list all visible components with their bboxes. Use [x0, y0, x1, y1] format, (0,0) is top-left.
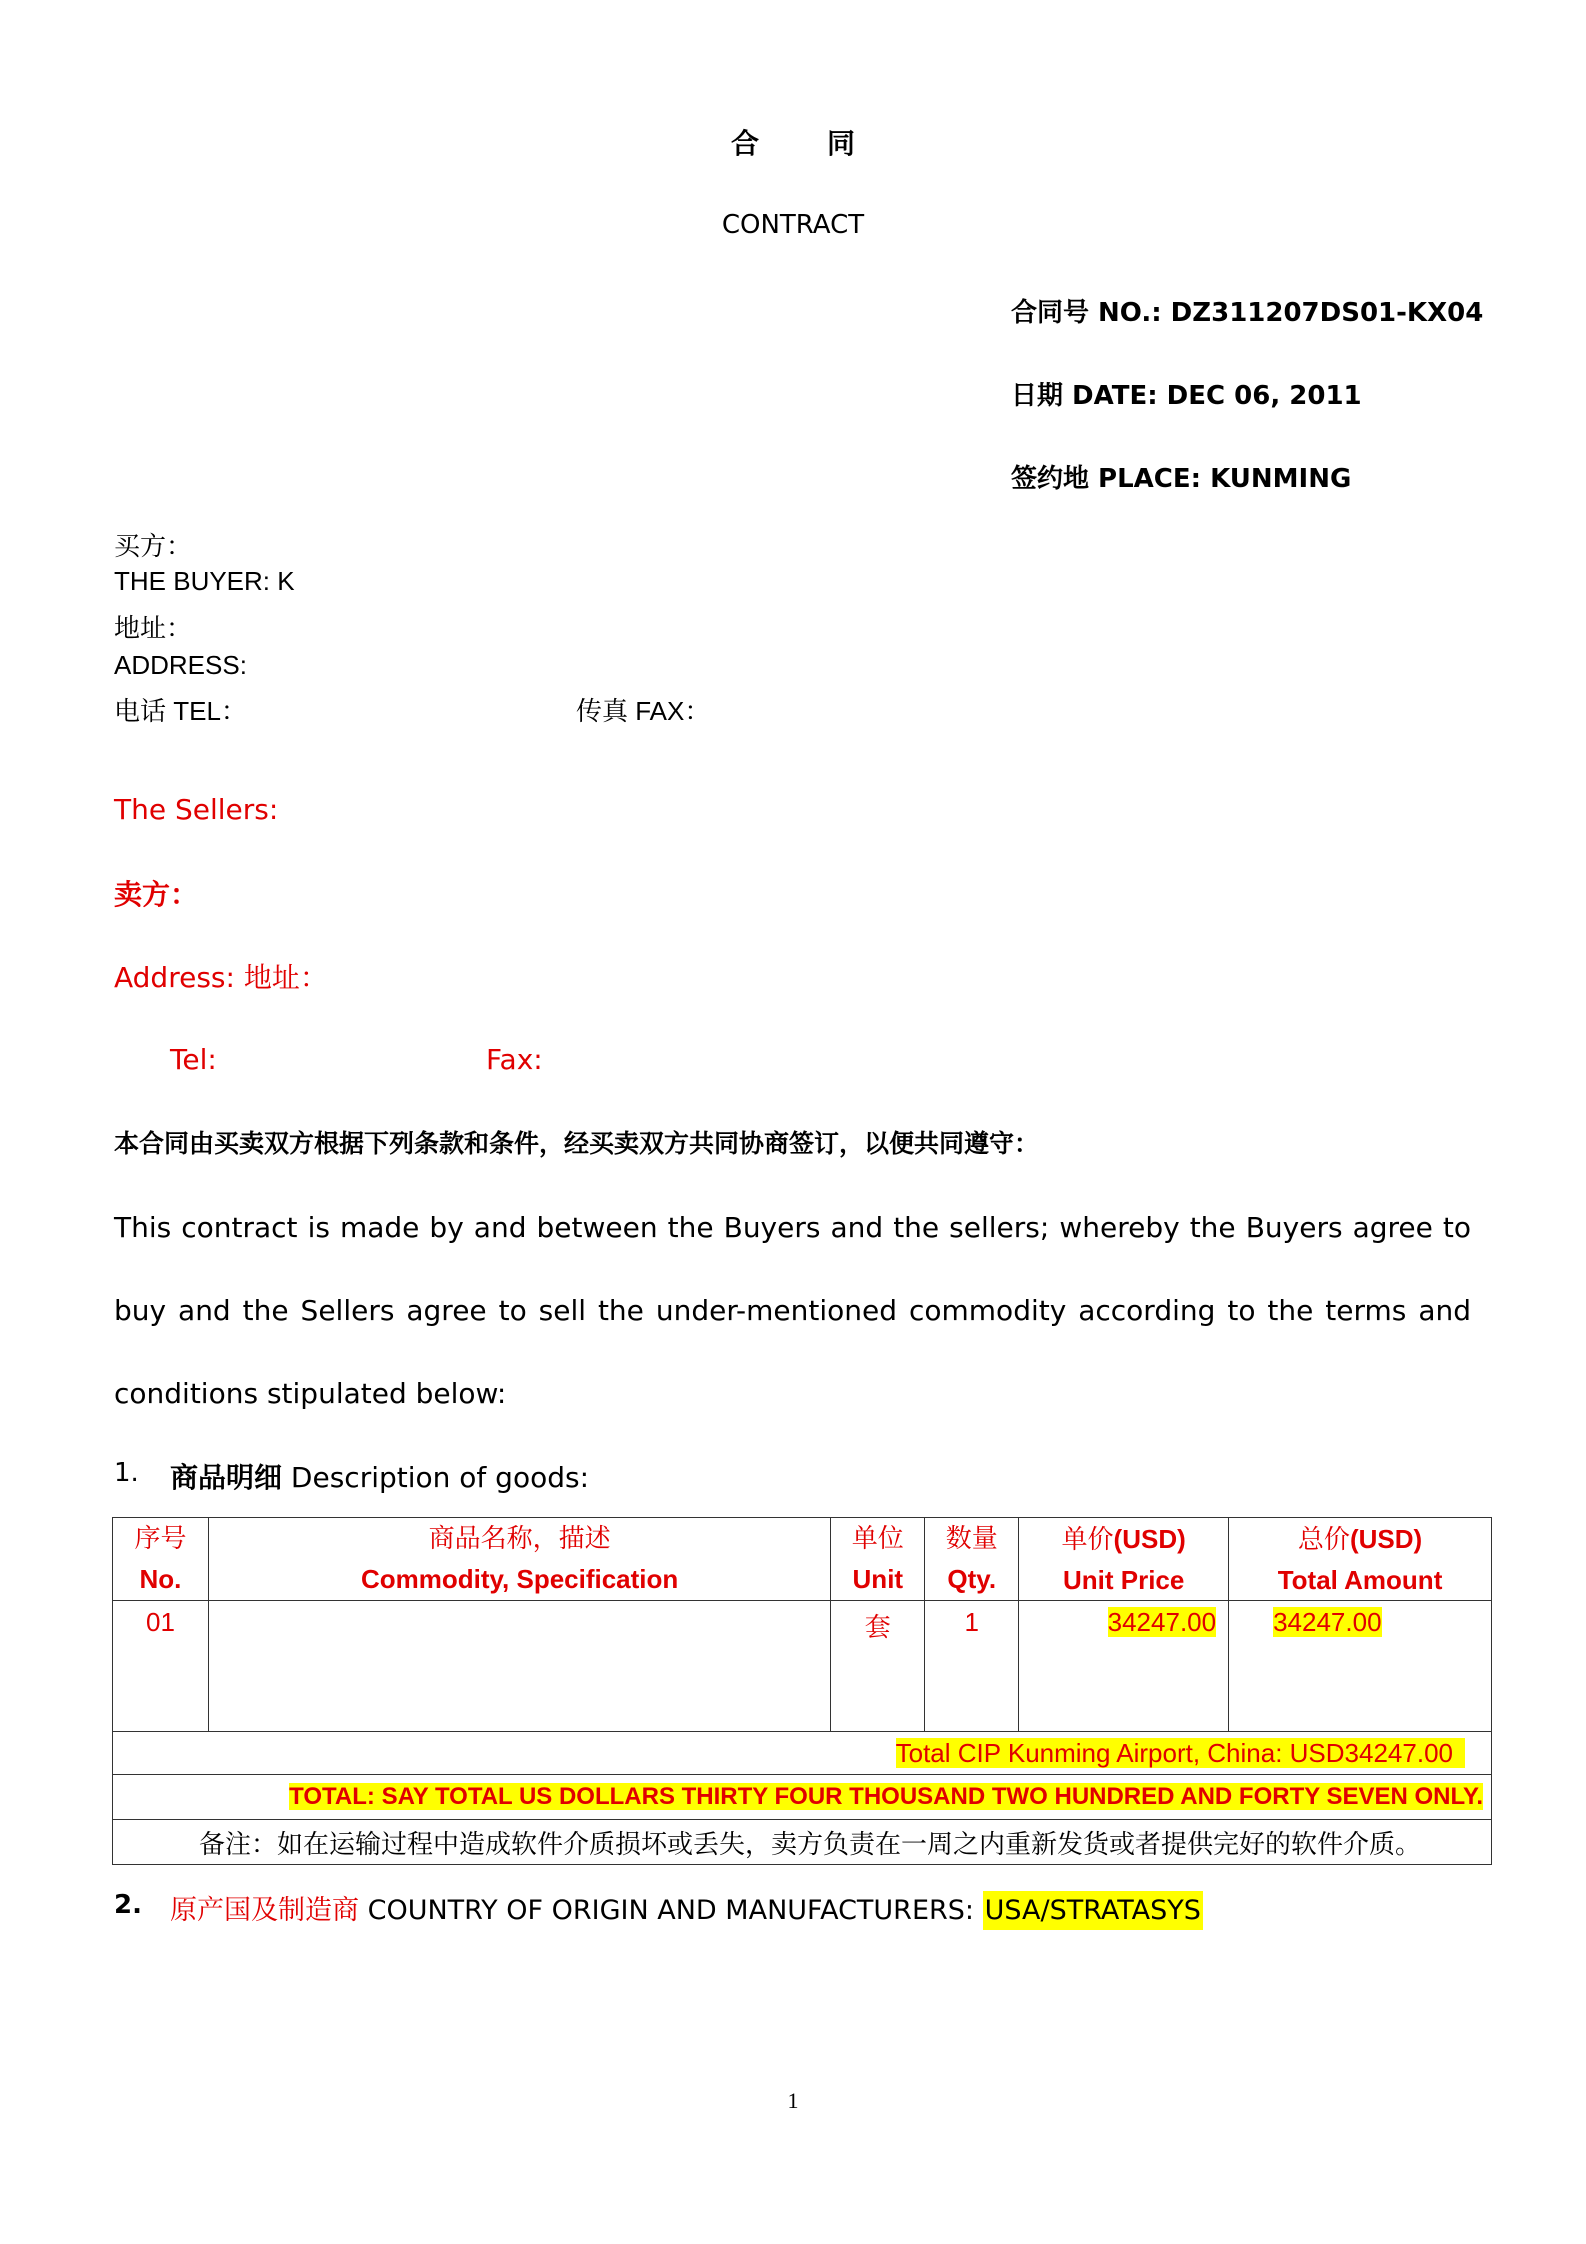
contract-number: 合同号 NO.: DZ311207DS01-KX04 [1011, 298, 1484, 328]
header-commodity-en: Commodity, Specification [360, 1564, 679, 1594]
contract-place: 签约地 PLACE: KUNMING [1011, 464, 1352, 494]
row-no: 01 [113, 1601, 209, 1732]
section2-heading-cn: 原产国及制造商 [170, 1895, 359, 1926]
buyer-address-en: ADDRESS: [114, 650, 247, 680]
seller-address: Address: 地址： [114, 961, 328, 994]
say-total-row [113, 1775, 1492, 1820]
page-number: 1 [787, 2088, 799, 2113]
total-cell [113, 1732, 1492, 1775]
contract-title-en: CONTRACT [721, 210, 865, 240]
total-row [113, 1732, 1492, 1775]
say-total-line: TOTAL: SAY TOTAL US DOLLARS THIRTY FOUR THOUSAND TWO HUNDRED AND FORTY SEVEN ONLY. [289, 1783, 1483, 1810]
header-unit-price [1019, 1518, 1229, 1601]
table-row [113, 1601, 1492, 1732]
header-no [113, 1518, 209, 1601]
header-unit-price-en: Unit Price [1062, 1564, 1185, 1595]
intro-en: This contract is made by and between the Buyers and the sellers; whereby the Buyers agree to buy and the Sellers agree to sell the under-mentioned commodity according to the terms and conditions stipulated below: [114, 1211, 1471, 1410]
section2-heading [170, 1888, 1203, 1927]
section2-heading-en: COUNTRY OF ORIGIN AND MANUFACTURERS: [367, 1895, 974, 1926]
goods-table-header [113, 1518, 1492, 1601]
header-qty-en: Qty. [947, 1564, 997, 1594]
seller-label-en: The Sellers: [114, 793, 279, 826]
header-total-amount [1229, 1518, 1492, 1601]
header-no-en: No. [139, 1564, 182, 1594]
header-total-amount-cn: 总价 [1297, 1524, 1350, 1554]
seller-fax: Fax: [486, 1043, 543, 1076]
contract-title-cn: 合同 [730, 127, 923, 160]
say-total-cell [113, 1775, 1492, 1820]
header-no-cn: 序号 [134, 1524, 187, 1553]
row-total-cell [1229, 1601, 1492, 1732]
section1-number: 1. [114, 1458, 139, 1488]
header-qty-cn: 数量 [945, 1524, 998, 1553]
row-unit-price-cell [1019, 1601, 1229, 1732]
header-total-amount-usd: (USD) [1349, 1523, 1423, 1554]
intro-cn: 本合同由买卖双方根据下列条款和条件，经买卖双方共同协商签订，以便共同遵守： [114, 1129, 1040, 1158]
buyer-fax: 传真 FAX： [576, 696, 711, 726]
header-commodity [208, 1518, 830, 1601]
section1-heading-en: Description of goods: [290, 1461, 590, 1494]
header-unit [831, 1518, 925, 1601]
row-unit-price: 34247.00 [1107, 1607, 1217, 1637]
header-commodity-cn: 商品名称，描述 [428, 1524, 611, 1553]
section2-number: 2. [114, 1890, 142, 1920]
row-qty: 1 [925, 1601, 1019, 1732]
note-text: 备注：如在运输过程中造成软件介质损坏或丢失，卖方负责在一周之内重新发货或者提供完好的软件介质。 [199, 1829, 1422, 1859]
section1-heading [170, 1456, 589, 1496]
buyer-label-en: THE BUYER: K [114, 566, 295, 596]
header-total-amount-en: Total Amount [1277, 1564, 1443, 1595]
row-unit: 套 [831, 1601, 925, 1732]
contract-date: 日期 DATE: DEC 06, 2011 [1011, 381, 1362, 411]
note-cell [113, 1820, 1492, 1865]
total-cip-line: Total CIP Kunming Airport, China: USD34247.00 [896, 1738, 1465, 1768]
seller-tel: Tel: [170, 1043, 217, 1076]
seller-label-cn: 卖方： [114, 878, 199, 911]
header-qty [925, 1518, 1019, 1601]
buyer-address-cn: 地址： [114, 614, 193, 643]
buyer-tel: 电话 TEL： [114, 696, 247, 726]
header-unit-price-usd: (USD) [1113, 1523, 1186, 1554]
goods-table [112, 1517, 1492, 1865]
section2-value: USA/STRATASYS [983, 1891, 1203, 1930]
row-commodity [208, 1601, 830, 1732]
buyer-label-cn: 买方： [114, 532, 193, 561]
note-row [113, 1820, 1492, 1865]
header-unit-price-cn: 单价 [1061, 1524, 1114, 1554]
header-unit-en: Unit [852, 1564, 904, 1594]
header-unit-cn: 单位 [851, 1524, 904, 1553]
section1-heading-cn: 商品明细 [170, 1461, 283, 1494]
row-total: 34247.00 [1273, 1607, 1382, 1637]
